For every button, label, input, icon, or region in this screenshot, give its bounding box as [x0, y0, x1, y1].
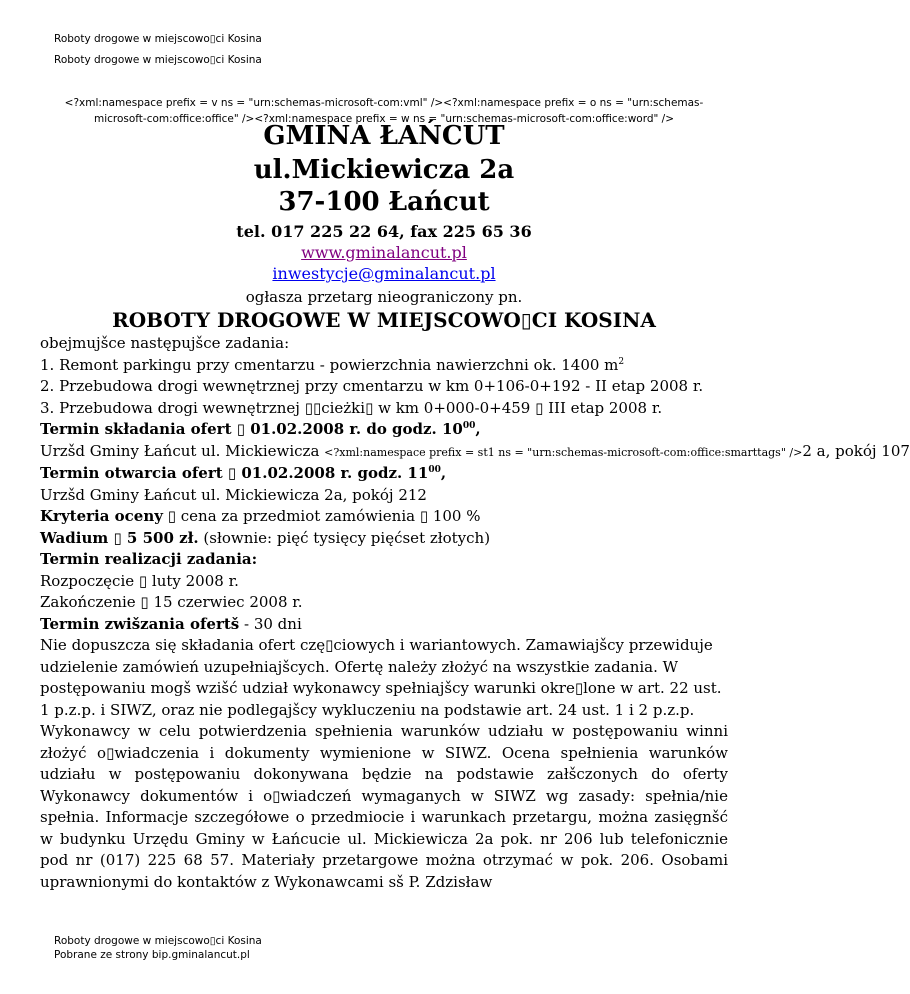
offers-deadline-comma: , — [475, 420, 481, 438]
task-2: 2. Przebudowa drogi wewnętrznej przy cmentarzu w km 0+106-0+192 - II etap 2008 r. — [40, 377, 704, 395]
binding-label: Termin zwišzania ofertš — [40, 614, 240, 633]
offers-deadline-minutes: 00 — [462, 421, 476, 431]
task-1 — [40, 355, 728, 377]
paragraph-requirements: Wykonawcy w celu potwierdzenia spełnienia warunków udziału w postępowaniu winni złożyć o▯wiadczenia i dokumenty wymienione w SIWZ. Ocena spełnienia warunków udziału w postępowaniu dokonywana będzie na podstawie załšczonych do oferty Wykonawcy dokumentów i o▯wiadczeń wymaganych w SIWZ wg zasady: spełnia/nie spełnia. Informacje szczegółowe o przedmiocie i warunkach przetargu, można zasięgnšć w budynku Urzędu Gminy w Łańcucie ul. Mickiewicza 2a pok. nr 206 lub telefonicznie pod nr (017) 225 68 57. Materiały przetargowe można otrzymać w pok. 206. Osobami uprawnionymi do kontaktów z Wykonawcami sš P. Zdzisław — [40, 722, 728, 891]
website-link[interactable]: www.gminalancut.pl — [301, 243, 467, 262]
running-header: Roboty drogowe w miejscowo▯ci Kosina — [54, 33, 262, 45]
announcement-body — [40, 333, 910, 893]
start-date: Rozpoczęcie ▯ luty 2008 r. — [40, 571, 239, 590]
postal-address: 37-100 Łańcut — [278, 187, 490, 217]
opening-date-text: Termin otwarcia ofert ▯ 01.02.2008 r. godz. 11 — [40, 464, 429, 482]
source-footer: Pobrane ze strony bip.gminalancut.pl — [54, 949, 250, 961]
opening-date — [40, 463, 728, 485]
opening-minutes: 00 — [428, 465, 441, 475]
criteria — [40, 506, 728, 528]
office-address — [40, 441, 910, 464]
deposit — [40, 528, 728, 550]
task-1-text: 1. Remont parkingu przy cmentarzu - powierzchnia nawierzchni ok. 1400 m — [40, 355, 619, 374]
criteria-text: ▯ cena za przedmiot zamówienia ▯ 100 % — [162, 507, 481, 525]
announcement-line: ogłasza przetarg nieograniczony pn. — [245, 288, 523, 306]
realization-label: Termin realizacji zadania: — [40, 550, 258, 568]
binding-period — [40, 614, 728, 636]
paragraph-conditions: Nie dopuszcza się składania ofert czę▯ciowych i wariantowych. Zamawiajšcy przewiduje udzielenie zamówień uzupełniajšcych. Ofertę należy złożyć na wszystkie zadania. W postępowaniu mogš wzišć udział wykonawcy spełniajšcy warunki okre▯lone w art. 22 ust. 1 p.z.p. i SIWZ, oraz nie podlegajšcy wykluczeniu na podstawie art. 24 ust. 1 i 2 p.z.p. — [40, 636, 722, 719]
offers-deadline-text: Termin składania ofert ▯ 01.02.2008 r. do godz. 10 — [40, 420, 463, 438]
square-superscript: 2 — [618, 356, 625, 367]
opening-place: Urzšd Gminy Łańcut ul. Mickiewicza 2a, pokój 212 — [40, 485, 427, 504]
municipality-name: GMINA ŁAŃCUT — [263, 121, 505, 151]
tender-subject: ROBOTY DROGOWE W MIEJSCOWO▯CI KOSINA — [112, 308, 656, 332]
binding-text: - 30 dni — [239, 614, 302, 633]
running-header-repeat: Roboty drogowe w miejscowo▯ci Kosina — [54, 54, 262, 66]
realization-heading — [40, 549, 728, 571]
opening-comma: , — [440, 464, 447, 482]
street-address: ul.Mickiewicza 2a — [253, 155, 515, 185]
task-3: 3. Przebudowa drogi wewnętrznej ▯▯cieżki▯ w km 0+000-0+459 ▯ III etap 2008 r. — [40, 398, 663, 417]
namespace-declaration: <?xml:namespace prefix = v ns = "urn:schemas-microsoft-com:vml" /><?xml:namespace prefix = o ns = "urn:schemas-microsoft-com:office:office" /><?xml:namespace prefix = w ns = "urn:schemas-microsoft-com:office:word" /> — [64, 97, 704, 125]
deposit-text: (słownie: pięć tysięcy pięćset złotych) — [198, 528, 491, 547]
running-footer: Roboty drogowe w miejscowo▯ci Kosina — [54, 935, 262, 947]
criteria-label: Kryteria oceny — [40, 507, 163, 525]
intro-text: obejmujšce następujšce zadania: — [40, 334, 290, 352]
office-address-a: Urzšd Gminy Łańcut ul. Mickiewicza — [40, 441, 325, 460]
email-link[interactable]: inwestycje@gminalancut.pl — [272, 264, 496, 283]
smarttags-declaration: <?xml:namespace prefix = st1 ns = "urn:schemas-microsoft-com:office:smarttags" /> — [324, 445, 803, 459]
deposit-label: Wadium ▯ 5 500 zł. — [40, 528, 199, 547]
offers-deadline — [40, 419, 728, 441]
office-address-b: 2 a, pokój 107 — [802, 441, 910, 460]
phone-fax: tel. 017 225 22 64, fax 225 65 36 — [236, 222, 532, 241]
end-date: Zakończenie ▯ 15 czerwiec 2008 r. — [40, 593, 303, 611]
